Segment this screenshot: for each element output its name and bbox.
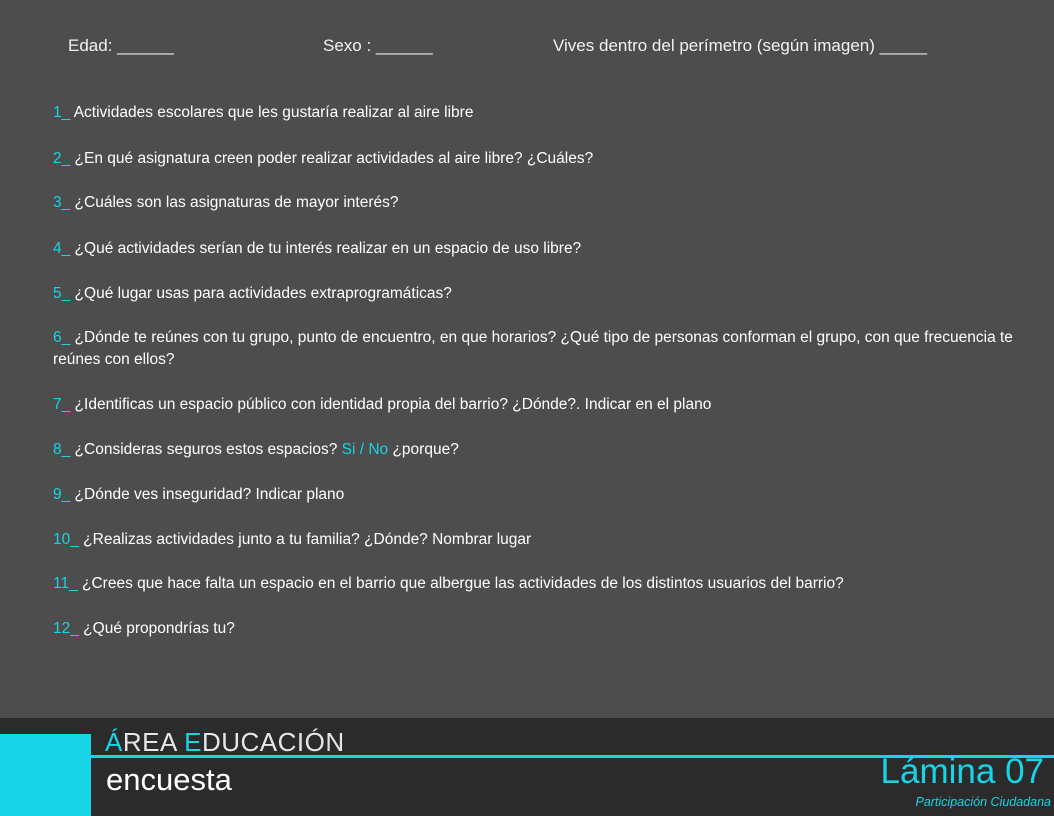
question-6 bbox=[53, 327, 1028, 371]
question-text: ¿En qué asignatura creen poder realizar actividades al aire libre? ¿Cuáles? bbox=[70, 150, 594, 167]
area-title-part: REA bbox=[122, 727, 185, 757]
question-text: Actividades escolares que les gustaría realizar al aire libre bbox=[70, 104, 474, 121]
area-title-accent: Á bbox=[105, 727, 123, 757]
question-4 bbox=[53, 238, 1028, 260]
perimeter-field: Vives dentro del perímetro (según imagen) _____ bbox=[553, 36, 927, 55]
question-number: 1_ bbox=[53, 104, 71, 121]
accent-square bbox=[0, 734, 91, 816]
question-number: 9_ bbox=[53, 486, 71, 503]
question-text: ¿Qué propondrías tu? bbox=[78, 620, 235, 637]
question-text: ¿Qué lugar usas para actividades extraprogramáticas? bbox=[70, 285, 452, 302]
form-header bbox=[0, 36, 1054, 60]
question-text: ¿Dónde te reúnes con tu grupo, punto de encuentro, en que horarios? ¿Qué tipo de personas conforman el grupo, con que frecuencia te reúnes con ellos? bbox=[53, 329, 1013, 368]
question-number: 5_ bbox=[53, 285, 71, 302]
question-number: 2_ bbox=[53, 150, 71, 167]
question-text: ¿Cuáles son las asignaturas de mayor interés? bbox=[70, 194, 399, 211]
age-field: Edad: ______ bbox=[68, 36, 174, 55]
sex-field: Sexo : ______ bbox=[323, 36, 433, 55]
question-8 bbox=[53, 439, 1028, 461]
question-number: 6_ bbox=[53, 329, 71, 346]
question-9 bbox=[53, 484, 1028, 506]
question-number: 12_ bbox=[53, 620, 79, 637]
sheet-subtitle: Participación Ciudadana bbox=[915, 795, 1051, 809]
question-3 bbox=[53, 192, 1028, 214]
question-text-after: ¿porque? bbox=[388, 441, 459, 458]
question-2 bbox=[53, 148, 1028, 170]
question-number: 4_ bbox=[53, 240, 71, 257]
question-text: ¿Dónde ves inseguridad? Indicar plano bbox=[70, 486, 345, 503]
area-title bbox=[105, 727, 345, 758]
question-number: 11_ bbox=[53, 575, 78, 592]
question-number: 7_ bbox=[53, 396, 71, 413]
question-5 bbox=[53, 283, 1028, 305]
question-text: ¿Consideras seguros estos espacios? bbox=[70, 441, 342, 458]
question-text: ¿Crees que hace falta un espacio en el barrio que albergue las actividades de los distintos usuarios del barrio? bbox=[77, 575, 844, 592]
question-7 bbox=[53, 394, 1028, 416]
question-text: ¿Qué actividades serían de tu interés realizar en un espacio de uso libre? bbox=[70, 240, 582, 257]
question-number: 3_ bbox=[53, 194, 71, 211]
question-11 bbox=[53, 573, 1028, 595]
yes-no-option: Si / No bbox=[341, 441, 389, 458]
page-subtitle: encuesta bbox=[106, 762, 232, 797]
question-number: 8_ bbox=[53, 441, 71, 458]
area-title-accent: E bbox=[184, 727, 202, 757]
question-12 bbox=[53, 618, 1028, 640]
question-text: ¿Realizas actividades junto a tu familia? ¿Dónde? Nombrar lugar bbox=[78, 531, 532, 548]
question-text: ¿Identificas un espacio público con identidad propia del barrio? ¿Dónde?. Indicar en el plano bbox=[70, 396, 712, 413]
question-10 bbox=[53, 529, 1028, 551]
question-1 bbox=[53, 102, 1028, 124]
question-number: 10_ bbox=[53, 531, 79, 548]
sheet-title: Lámina 07 bbox=[880, 752, 1044, 791]
area-title-part: DUCACIÓN bbox=[201, 727, 345, 757]
footer-bar bbox=[0, 718, 1054, 816]
